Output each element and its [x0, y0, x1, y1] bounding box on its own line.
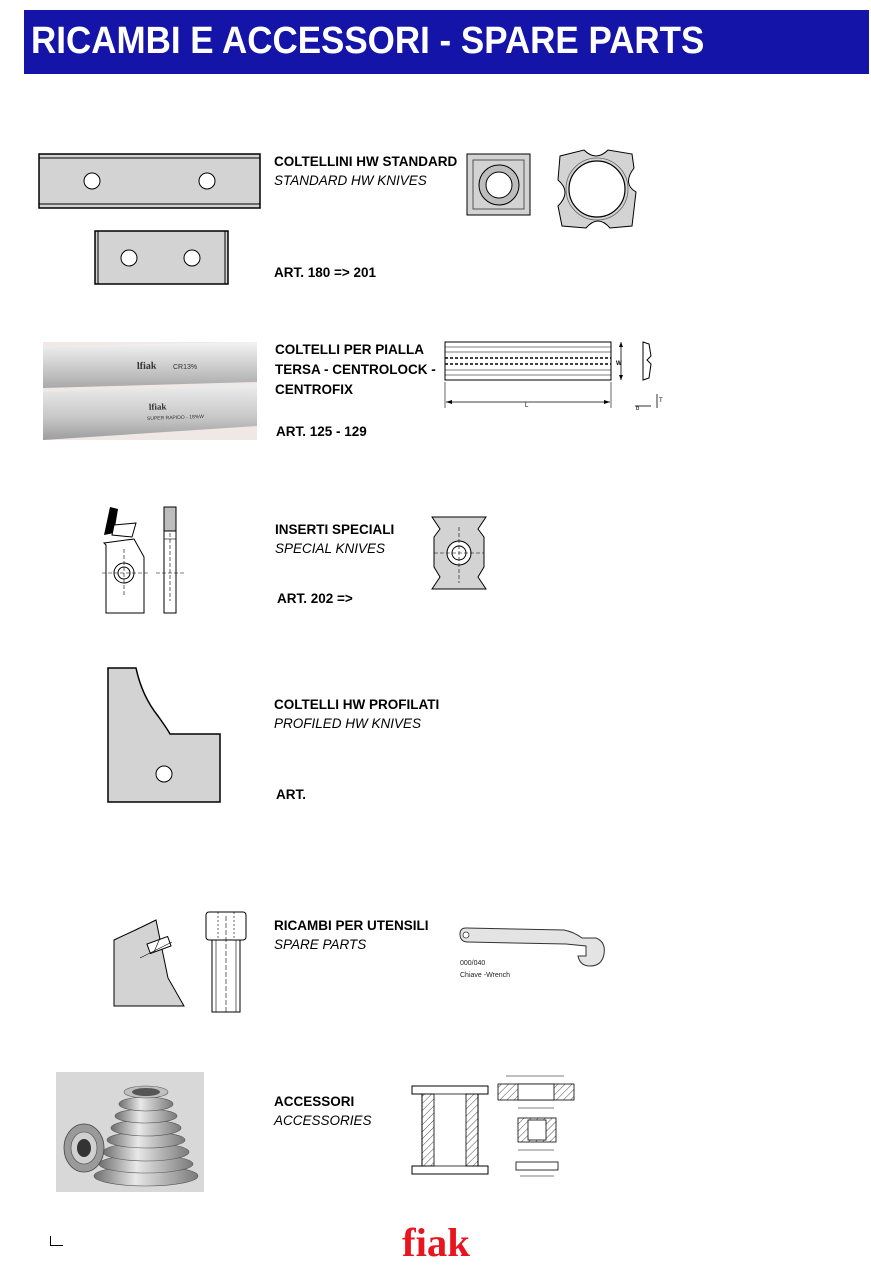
standard-knife-short-drawing	[94, 230, 230, 286]
dim-w-label: W	[616, 361, 622, 367]
bearing-spacers-photo	[56, 1072, 204, 1192]
section1-art: ART. 180 => 201	[274, 265, 377, 280]
section5-title-en: SPARE PARTS	[274, 937, 367, 952]
page-header	[24, 10, 869, 74]
planer-knife-technical-drawing	[443, 338, 673, 414]
footer-corner-mark	[50, 1236, 63, 1246]
screw-drawing	[204, 910, 248, 1016]
fiak-logo-text: fiak	[402, 1220, 471, 1265]
page-title: RICAMBI E ACCESSORI - SPARE PARTS	[31, 20, 705, 62]
tool-body-with-screw-drawing	[110, 918, 190, 1010]
dim-b-label: b	[636, 406, 640, 412]
fiak-logo	[400, 1216, 472, 1264]
section4-title-it: COLTELLI HW PROFILATI	[274, 697, 440, 712]
dim-t-label: T	[659, 398, 663, 404]
section5-title-it: RICAMBI PER UTENSILI	[274, 918, 429, 933]
standard-knife-long-drawing	[38, 153, 262, 211]
section1-title-it: COLTELLINI HW STANDARD	[274, 154, 458, 169]
section4-title-en: PROFILED HW KNIVES	[274, 716, 422, 731]
special-insert-front-drawing	[430, 515, 488, 591]
dim-l-label: L	[525, 403, 529, 409]
wrench-drawing	[456, 922, 612, 982]
photo-subtitle: SUPER RAPIDO - 18%W	[146, 414, 205, 422]
section6-title-it: ACCESSORI	[274, 1094, 355, 1109]
sleeve-section-drawing	[408, 1082, 492, 1178]
photo-grade: CR13%	[173, 364, 198, 371]
wrench-code: 000/040	[460, 960, 486, 967]
photo-brand-2: lfiak	[148, 401, 167, 412]
section6-title-en: ACCESSORIES	[274, 1113, 372, 1128]
section2-title-line2: TERSA - CENTROLOCK -	[275, 362, 436, 377]
profiled-knife-drawing	[106, 666, 224, 806]
notched-insert-drawing	[554, 146, 640, 232]
special-insert-side-drawing	[96, 505, 188, 617]
section1-title-en: STANDARD HW KNIVES	[274, 173, 427, 188]
section2-art: ART. 125 - 129	[276, 424, 367, 439]
photo-brand-1: lfiak	[136, 360, 157, 372]
square-insert-drawing	[466, 153, 532, 217]
section2-title-line3: CENTROFIX	[275, 382, 354, 397]
wrench-label: Chiave -Wrench	[460, 972, 511, 979]
bushing-section-drawing	[494, 1070, 578, 1182]
section4-art: ART.	[276, 787, 306, 802]
section2-title-line1: COLTELLI PER PIALLA	[275, 342, 424, 357]
section3-title-it: INSERTI SPECIALI	[275, 522, 395, 537]
section3-art: ART. 202 =>	[277, 591, 353, 606]
planer-knives-photo	[43, 342, 257, 440]
section3-title-en: SPECIAL KNIVES	[275, 541, 386, 556]
